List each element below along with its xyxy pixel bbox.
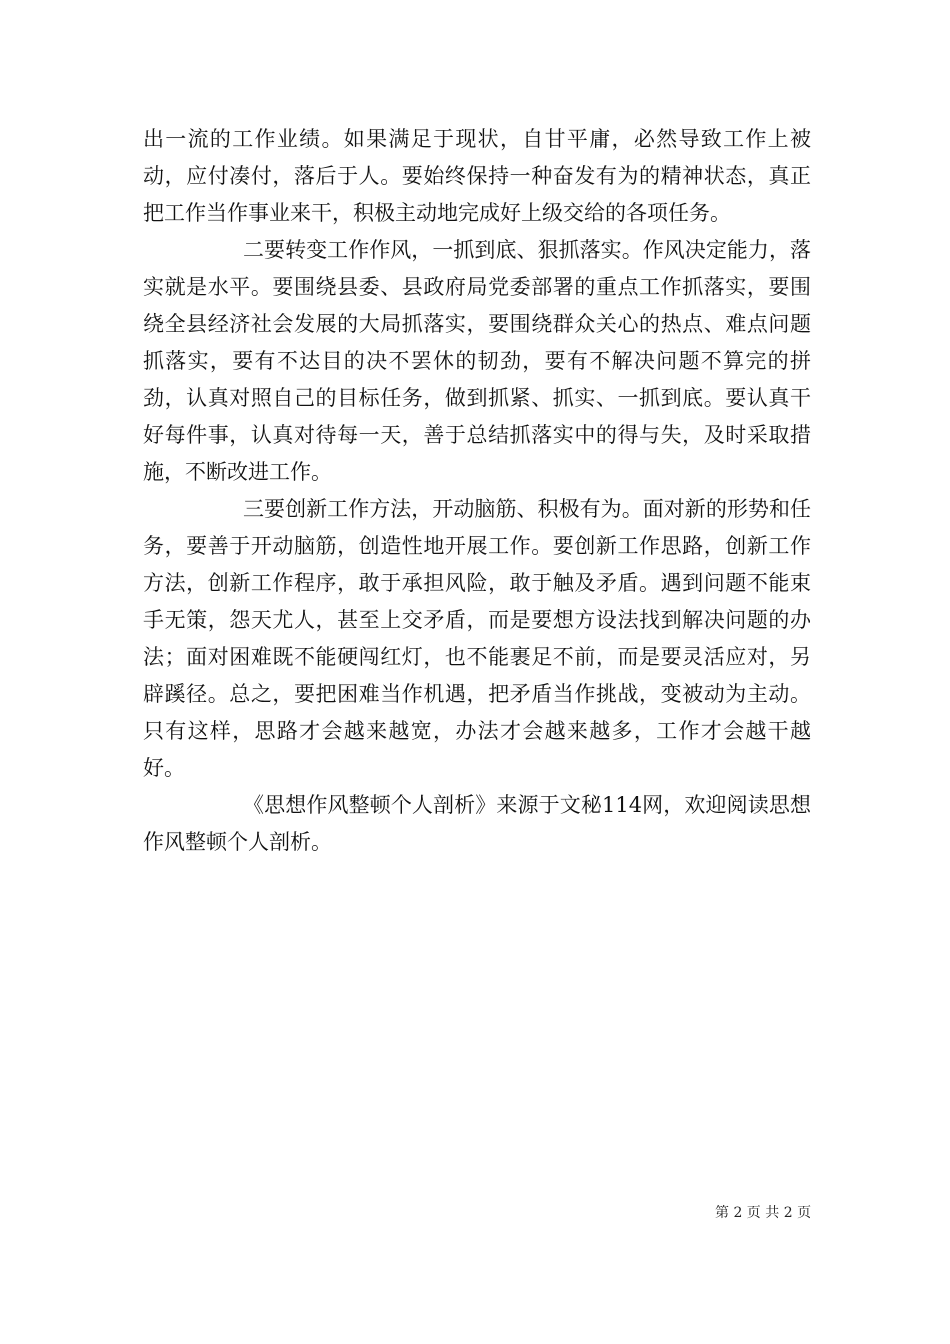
paragraph-continuation: 出一流的工作业绩。如果满足于现状，自甘平庸，必然导致工作上被动，应付凑付，落后于人。要始终保持一种奋发有为的精神状态，真正把工作当作事业来干，积极主动地完成好上级交给的各项任务。 xyxy=(143,127,811,225)
paragraph-work-style: 二要转变工作作风，一抓到底、狠抓落实。作风决定能力，落实就是水平。要围绕县委、县政府局党委部署的重点工作抓落实，要围绕全县经济社会发展的大局抓落实，要围绕群众关心的热点、难点问题抓落实，要有不达目的决不罢休的韧劲，要有不解决问题不算完的拼劲，认真对照自己的目标任务，做到抓紧、抓实、一抓到底。要认真干好每件事，认真对待每一天，善于总结抓落实中的得与失，及时采取措施，不断改进工作。 xyxy=(143,238,811,484)
paragraph-work-method: 三要创新工作方法，开动脑筋、积极有为。面对新的形势和任务，要善于开动脑筋，创造性地开展工作。要创新工作思路，创新工作方法，创新工作程序，敢于承担风险，敢于触及矛盾。遇到问题不能束手无策，怨天尤人，甚至上交矛盾，而是要想方设法找到解决问题的办法；面对困难既不能硬闯红灯，也不能裹足不前，而是要灵活应对，另辟蹊径。总之，要把困难当作机遇，把矛盾当作挑战，变被动为主动。只有这样，思路才会越来越宽，办法才会越来越多，工作才会越干越好。 xyxy=(143,497,811,780)
document-body xyxy=(143,121,811,861)
page-number-footer: 第 2 页 共 2 页 xyxy=(715,1205,812,1221)
paragraph-source-note: 《思想作风整顿个人剖析》来源于文秘114网，欢迎阅读思想作风整顿个人剖析。 xyxy=(143,793,811,854)
